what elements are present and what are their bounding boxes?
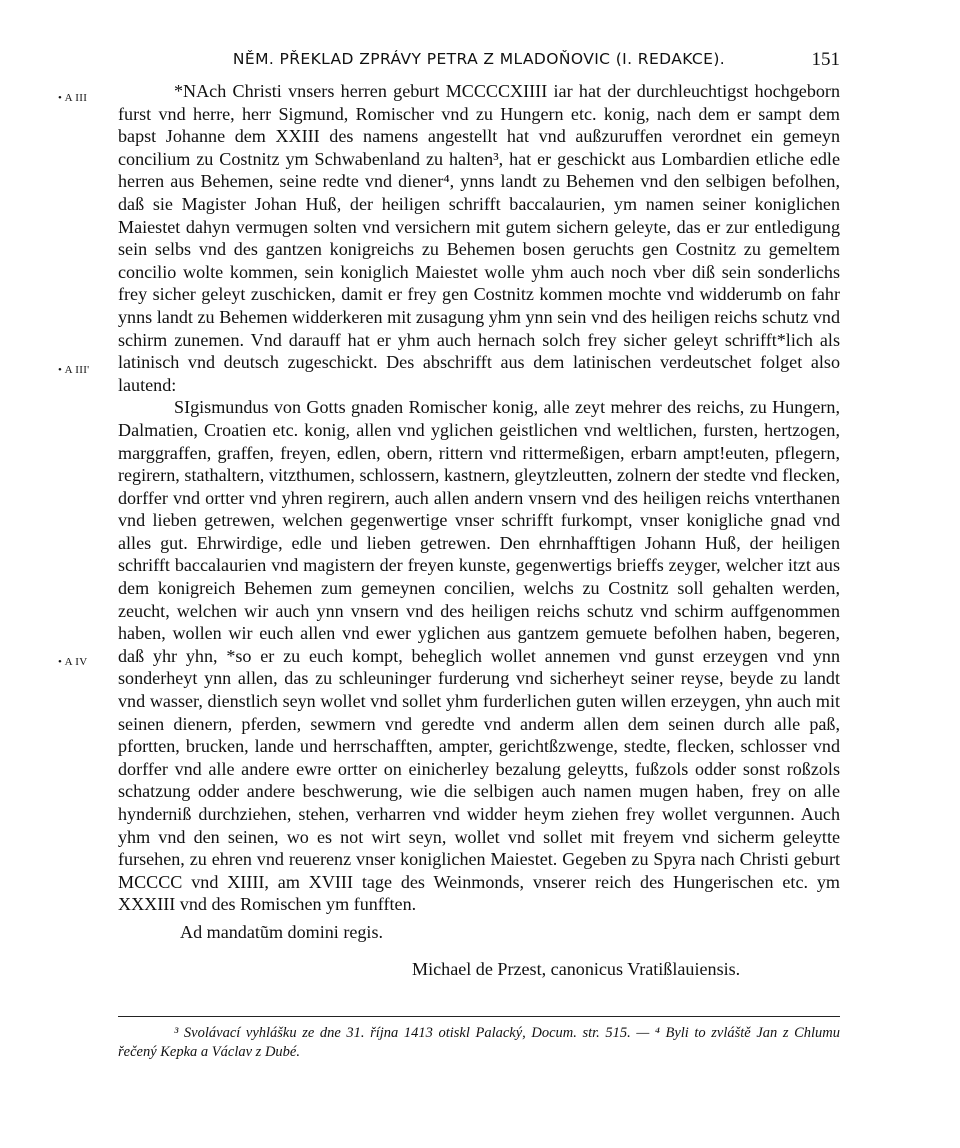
paragraph-intro: *NAch Christi vnsers herren geburt MCCCCXIIII iar hat der durchleuchtigst hochgeborn furst vnd herre, herr Sigmund, Romischer vnd zu Hungern etc. konig, nach dem er sampt dem bapst Johanne dem XXIII des namens angestellt hat vnd außzuruffen verordnet ein gemeyn concilium zu Costnitz ym Schwabenland zu halten³, hat er geschickt aus Lombardien etliche edle herren aus Behemen, seine redte vnd diener⁴, ynns landt zu Behemen vnd den selbigen befolhen, daß sie Magister Johan Huß, der heiligen schrifft baccalaurien, ym namen seiner koniglichen Maiestet dahyn vermugen solten vnd versichern mit gutem sichern geleyte, das er zur entledigung sein selbs vnd des gantzen konigreichs zu Behemen bosen geruchts gen Costnitz zu gemeltem concilio wolte kommen, sein koniglich Maiestet wolle yhm auch noch vber diß sein sonderlichs frey sicher geleyt zuschicken, damit er frey gen Costnitz kommen mochte vnd widderumb on fahr ynns landt zu Behemen widderkeren mit zusagung yhm ynn sein vnd des heiligen reichs schutz vnd schirm zunemen. Vnd darauff hat er yhm auch hernach solch frey sicher geleyt schrifft*lich als latinisch vnd deutsch zugeschickt. Des abschrifft aus dem latinischen verdeutschet folget also lautend: xyxy=(118,81,840,395)
body-text xyxy=(118,80,840,980)
footnote-text: ³ Svolávací vyhlášku ze dne 31. října 1413 otiskl Palacký, Docum. str. 515. — ⁴ Byli to zvláště Jan z Chlumu řečený Kepka a Václav z Dubé. xyxy=(118,1025,840,1060)
footnote-rule xyxy=(118,1016,840,1017)
footnotes xyxy=(118,1024,840,1062)
running-head: NĚM. PŘEKLAD ZPRÁVY PETRA Z MLADOŇOVIC (I. REDAKCE). xyxy=(232,50,726,68)
mandate-line: Ad mandatũm domini regis. xyxy=(180,921,384,942)
page-header xyxy=(118,50,840,72)
signature-line: Michael de Przest, canonicus Vratißlauiensis. xyxy=(412,958,741,979)
page-number: 151 xyxy=(811,49,840,70)
margin-note-a-iii: • A III xyxy=(58,92,88,104)
margin-note-a-iii-prime: • A III' xyxy=(58,364,90,376)
paragraph-letter: SIgismundus von Gotts gnaden Romischer konig, alle zeyt mehrer des reichs, zu Hungern, Dalmatien, Croatien etc. konig, allen vnd yglichen geistlichen vnd weltlichen, fursten, hertzogen, marggraffen, graffen, freyen, edlen, obern, rittern vnd rittermeßigen, erbarn ampt!euten, pflegern, regirern, stathaltern, vitzthumen, schlossern, kastnern, gleytzleutten, zolnern der stedte vnd flecken, dorffer vnd ortter vnd yhren regirern, auch allen andern vnsern vnd des heiligen reichs vnterthanen vnd lieben getrewen, welchen gegenwertige vnser schrifft furkompt, vnser konigliche gnad vnd alles gut. Ehrwirdige, edle und lieben getrewen. Den ehrnhafftigen Johann Huß, der heiligen schrifft baccalaurien vnd magistern der freyen kunste, gegenwertigs brieffs zeyger, welcher itzt aus dem konigreich Behemen zum gemeynen concilien, welchs zu Costnitz soll gehalten werden, zeucht, welchen wir auch ynn vnsern vnd des heiligen reichs schutz vnd schirm auffgenommen haben, wollen wir euch allen vnd ewer yglichen aus gantzem gemuete befolhen haben, begeren, daß yhr yhn, *so er zu euch kompt, beheglich wollet annemen vnd gunst erzeygen vnd ynn sonderheyt ynn allen, das zu schleuninger furderung vnd sicherheyt seiner reyse, beyde zu landt vnd wasser, dienstlich seyn wollet vnd sollet yhm furderlichen guten willen erzeygen, yhn auch mit seinen dienern, pferden, sewmern vnd geredte vnd anderm allen dem seinen durch alle paß, pfortten, brucken, lande und herrschafften, ampter, gerichtßzwenge, stedte, flecken, schlosser vnd dorffer vnd alle andere ewre ortter on einicherley bezalung geleytts, fußzols odder sonst roßzols schatzung odder andere beschwerung, wie die selbigen auch namen mugen haben, frey on alle hyndernіß durchziehen, stehen, verharren vnd widder heym ziehen frey wollet vergunnen. Auch yhm vnd den seinen, wo es not wirt seyn, wollet vnd sollet mit freyem vnd sicherm geleytte fursehen, zu ehren vnd reuerenz vnser koniglichen Maiestet. Gegeben zu Spyra nach Christi geburt MCCCC vnd XIIII, am XVIII tage des Weinmonds, vnserer reich des Hungerischen etc. ym XXXIII vnd des Romischen ym funfften. xyxy=(118,397,840,915)
margin-note-a-iv: • A IV xyxy=(58,656,88,668)
